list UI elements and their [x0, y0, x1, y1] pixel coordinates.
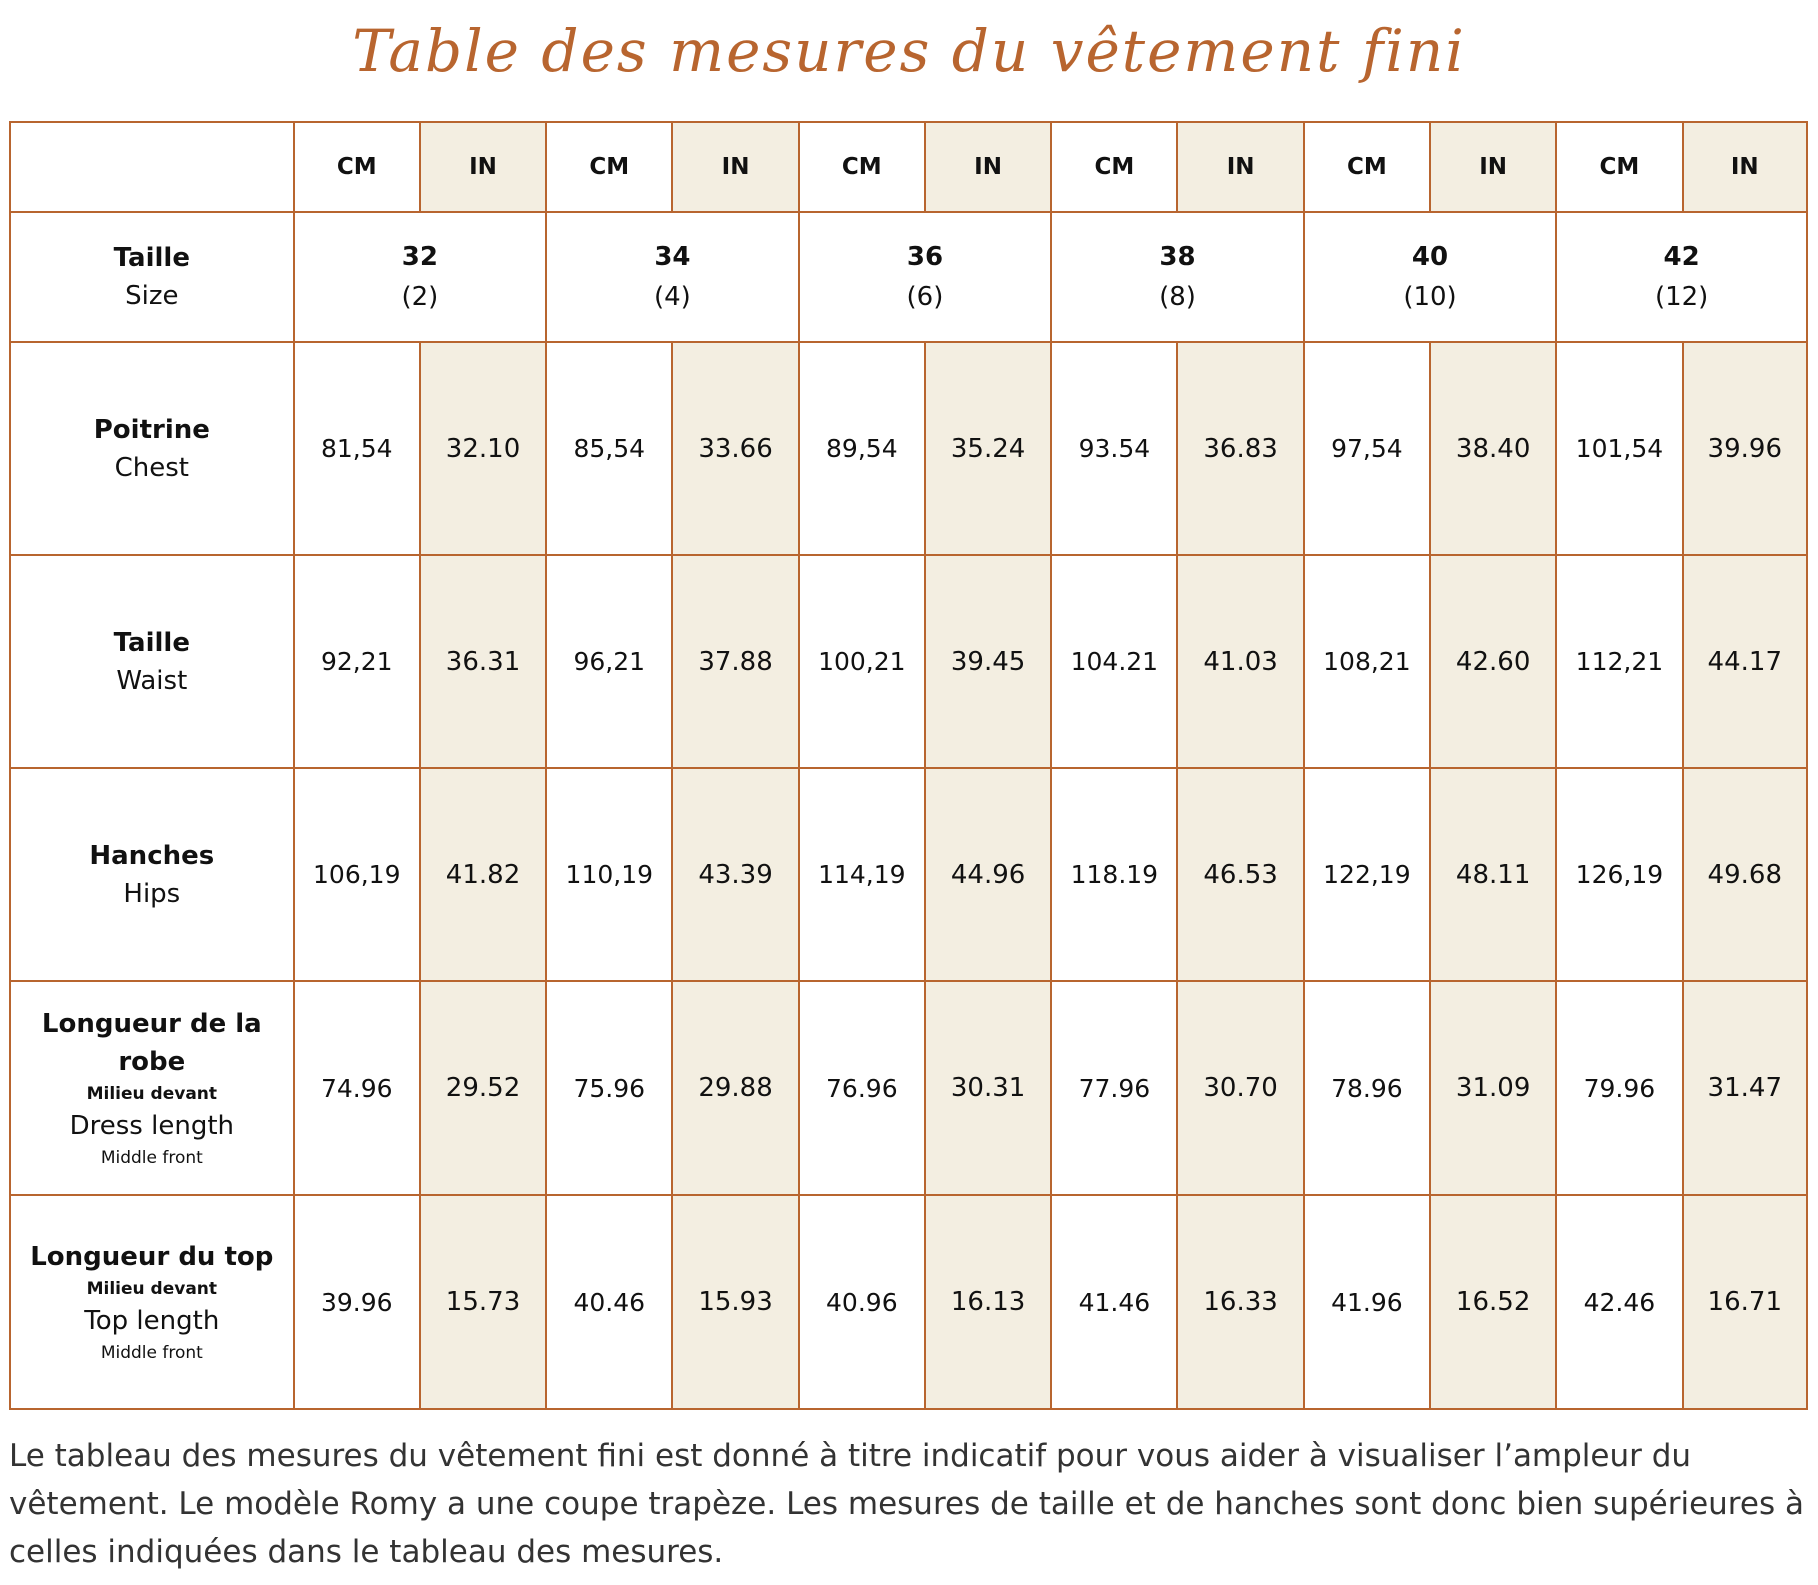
value-in: 32.10	[420, 342, 546, 555]
measure-row-dress-length	[10, 981, 1807, 1195]
size-us: (4)	[654, 282, 691, 312]
unit-header-cm: CM	[1304, 122, 1430, 212]
row-label-en: Hips	[123, 878, 181, 909]
unit-header-row	[10, 122, 1807, 212]
row-label	[10, 555, 294, 768]
value-in: 15.93	[672, 1195, 798, 1409]
size-cell	[1556, 212, 1807, 342]
value-in: 49.68	[1683, 768, 1807, 981]
row-label-en: Size	[125, 281, 179, 311]
value-in: 46.53	[1177, 768, 1303, 981]
value-in: 31.09	[1430, 981, 1556, 1195]
value-cm: 75.96	[546, 981, 672, 1195]
row-label-fr: Poitrine	[93, 414, 210, 445]
value-cm: 118.19	[1051, 768, 1177, 981]
measure-row-hips	[10, 768, 1807, 981]
size-eu: 32	[401, 242, 438, 272]
value-cm: 89,54	[799, 342, 925, 555]
row-label-fr: Taille	[113, 243, 190, 273]
value-in: 44.17	[1683, 555, 1807, 768]
value-in: 29.88	[672, 981, 798, 1195]
value-cm: 93.54	[1051, 342, 1177, 555]
footnote-text: Le tableau des mesures du vêtement fini est donné à titre indicatif pour vous aider à visualiser l’ampleur du vêtement. Le modèle Romy a une coupe trapèze. Les mesures de taille et de hanches sont donc bien supérieures à celles indiquées dans le tableau des mesures.	[9, 1438, 1804, 1570]
value-in: 42.60	[1430, 555, 1556, 768]
measurements-table	[9, 121, 1808, 1410]
value-cm: 104.21	[1051, 555, 1177, 768]
row-sublabel-en: Middle front	[100, 1343, 203, 1363]
value-in: 15.73	[420, 1195, 546, 1409]
corner-cell	[10, 122, 294, 212]
row-label	[10, 1195, 294, 1409]
value-cm: 114,19	[799, 768, 925, 981]
value-in: 16.52	[1430, 1195, 1556, 1409]
value-cm: 40.96	[799, 1195, 925, 1409]
unit-header-in: IN	[1177, 122, 1303, 212]
value-in: 16.33	[1177, 1195, 1303, 1409]
row-sublabel-en: Middle front	[100, 1148, 203, 1168]
unit-header-in: IN	[1683, 122, 1807, 212]
value-in: 37.88	[672, 555, 798, 768]
value-cm: 85,54	[546, 342, 672, 555]
unit-header-cm: CM	[1051, 122, 1177, 212]
size-us: (2)	[401, 282, 439, 312]
row-label-en: Top length	[84, 1306, 220, 1336]
row-label-fr: Longueur de la robe	[41, 1009, 262, 1077]
unit-header-in: IN	[1430, 122, 1556, 212]
value-in: 48.11	[1430, 768, 1556, 981]
value-in: 33.66	[672, 342, 798, 555]
value-in: 41.82	[420, 768, 546, 981]
row-sublabel-fr: Milieu devant	[86, 1279, 218, 1299]
value-in: 30.70	[1177, 981, 1303, 1195]
unit-header-cm: CM	[294, 122, 420, 212]
size-cell	[294, 212, 547, 342]
value-cm: 112,21	[1556, 555, 1682, 768]
unit-header-cm: CM	[1556, 122, 1682, 212]
value-cm: 78.96	[1304, 981, 1430, 1195]
value-in: 16.71	[1683, 1195, 1807, 1409]
value-in: 31.47	[1683, 981, 1807, 1195]
value-cm: 39.96	[294, 1195, 420, 1409]
measure-row-waist	[10, 555, 1807, 768]
value-in: 30.31	[925, 981, 1051, 1195]
value-cm: 108,21	[1304, 555, 1430, 768]
size-us: (6)	[906, 282, 944, 312]
value-in: 38.40	[1430, 342, 1556, 555]
row-label-fr: Longueur du top	[30, 1242, 274, 1272]
value-in: 16.13	[925, 1195, 1051, 1409]
value-in: 39.96	[1683, 342, 1807, 555]
size-us: (10)	[1403, 282, 1457, 312]
size-cell	[1051, 212, 1304, 342]
size-cell	[799, 212, 1052, 342]
value-in: 36.31	[420, 555, 546, 768]
row-label-en: Dress length	[69, 1111, 234, 1141]
row-label-size	[10, 212, 294, 342]
size-us: (8)	[1159, 282, 1196, 312]
value-cm: 97,54	[1304, 342, 1430, 555]
row-label-en: Chest	[114, 452, 189, 483]
value-cm: 126,19	[1556, 768, 1682, 981]
row-label-fr: Hanches	[89, 840, 215, 871]
value-cm: 92,21	[294, 555, 420, 768]
measure-row-top-length	[10, 1195, 1807, 1409]
size-eu: 40	[1411, 242, 1449, 272]
value-cm: 101,54	[1556, 342, 1682, 555]
value-in: 36.83	[1177, 342, 1303, 555]
value-cm: 77.96	[1051, 981, 1177, 1195]
row-sublabel-fr: Milieu devant	[86, 1084, 218, 1104]
row-label-fr: Taille	[113, 627, 190, 658]
unit-header-cm: CM	[799, 122, 925, 212]
row-label	[10, 768, 294, 981]
value-in: 44.96	[925, 768, 1051, 981]
unit-header-in: IN	[925, 122, 1051, 212]
value-cm: 41.96	[1304, 1195, 1430, 1409]
value-cm: 110,19	[546, 768, 672, 981]
unit-header-in: IN	[672, 122, 798, 212]
size-cell	[1304, 212, 1557, 342]
row-label	[10, 342, 294, 555]
unit-header-in: IN	[420, 122, 546, 212]
value-cm: 122,19	[1304, 768, 1430, 981]
value-cm: 106,19	[294, 768, 420, 981]
size-eu: 38	[1159, 242, 1196, 272]
size-us: (12)	[1654, 282, 1709, 312]
value-cm: 81,54	[294, 342, 420, 555]
value-cm: 42.46	[1556, 1195, 1682, 1409]
size-eu: 36	[906, 242, 944, 272]
size-cell	[546, 212, 799, 342]
row-label-en: Waist	[116, 665, 188, 696]
value-cm: 96,21	[546, 555, 672, 768]
value-in: 43.39	[672, 768, 798, 981]
measure-row-chest	[10, 342, 1807, 555]
value-cm: 100,21	[799, 555, 925, 768]
value-cm: 41.46	[1051, 1195, 1177, 1409]
value-in: 29.52	[420, 981, 546, 1195]
value-in: 41.03	[1177, 555, 1303, 768]
unit-header-cm: CM	[546, 122, 672, 212]
value-cm: 74.96	[294, 981, 420, 1195]
value-cm: 76.96	[799, 981, 925, 1195]
value-cm: 40.46	[546, 1195, 672, 1409]
size-row	[10, 212, 1807, 342]
value-cm: 79.96	[1556, 981, 1682, 1195]
value-in: 35.24	[925, 342, 1051, 555]
page-title: Table des mesures du vêtement fini	[352, 17, 1466, 85]
size-eu: 42	[1663, 242, 1700, 272]
value-in: 39.45	[925, 555, 1051, 768]
row-label	[10, 981, 294, 1195]
size-eu: 34	[654, 242, 691, 272]
